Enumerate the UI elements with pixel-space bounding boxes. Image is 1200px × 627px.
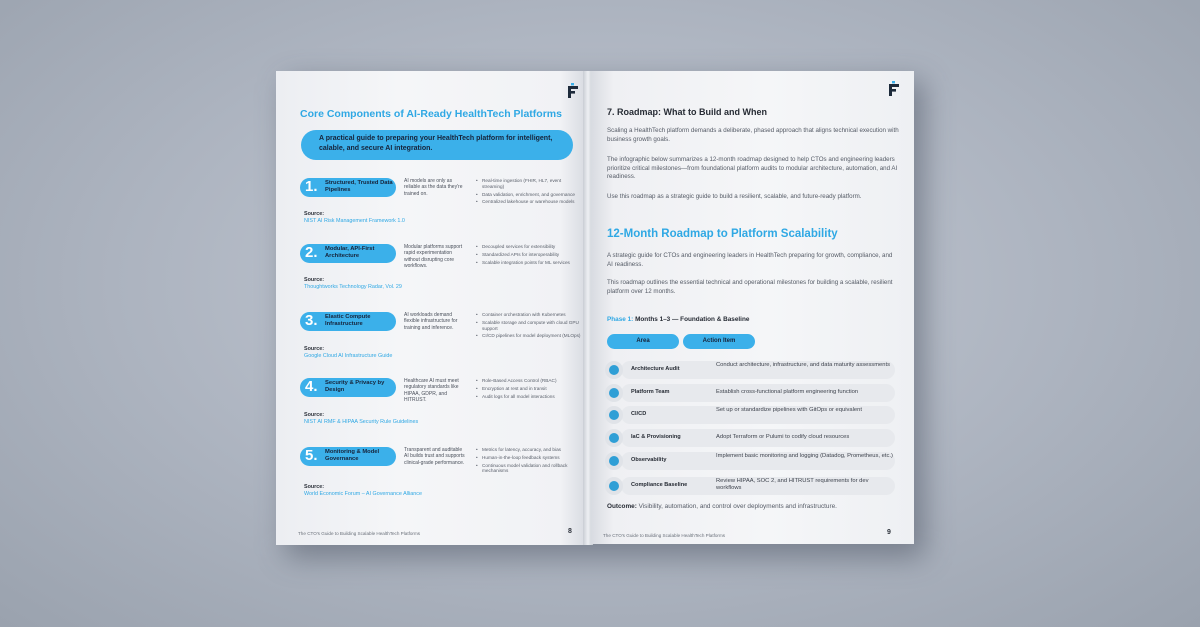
component-title: Modular, API-First Architecture: [325, 246, 375, 259]
table-row: [605, 476, 895, 496]
row-action: Establish cross-functional platform engineering function: [716, 389, 859, 395]
right-page: [591, 71, 914, 544]
component-4: [300, 378, 582, 440]
source-heading: Source:: [304, 211, 325, 217]
component-pill: [300, 378, 396, 397]
cloud-icon: [605, 429, 623, 447]
table-row: [605, 383, 895, 403]
row-area: Compliance Baseline: [631, 482, 688, 488]
list-item: • CI/CD pipelines for model deployment (MLOps): [476, 333, 582, 339]
page-footer: The CTO's Guide to Building Scalable HealthTech Platforms: [603, 533, 726, 538]
row-action: Set up or standardize pipelines with GitOps or equivalent: [716, 407, 862, 413]
list-item: • Continuous model validation and rollback mechanisms: [476, 463, 582, 475]
component-number: 2.: [305, 244, 318, 261]
component-title: Structured, Trusted Data Pipelines: [325, 180, 393, 193]
outcome-line: [607, 503, 837, 510]
component-description: Modular platforms support rapid experimentation without disrupting core workflows.: [404, 244, 463, 270]
source-heading: Source:: [304, 277, 325, 283]
roadmap-paragraph: A strategic guide for CTOs and engineering leaders in HealthTech preparing for growth, compliance, and AI readiness.: [607, 252, 893, 268]
component-pill: [300, 447, 396, 466]
list-item: • Scalable integration points for ML services: [476, 260, 582, 266]
row-action: Implement basic monitoring and logging (Datadog, Prometheus, etc.): [716, 453, 893, 459]
list-item: • Standardized APIs for interoperability: [476, 252, 582, 258]
component-bullets: [476, 447, 582, 476]
component-title: Monitoring & Model Governance: [325, 449, 380, 462]
table-row: [605, 405, 895, 425]
component-pill: [300, 178, 396, 197]
phase-heading: [607, 316, 749, 323]
row-area: CI/CD: [631, 411, 647, 417]
intro-paragraph: Use this roadmap as a strategic guide to build a resilient, scalable, and future-ready platform.: [607, 193, 862, 200]
component-description: AI workloads demand flexible infrastructure for training and inference.: [404, 312, 458, 331]
row-area: IaC & Provisioning: [631, 434, 681, 440]
table-row: [605, 360, 895, 380]
page-number: 8: [568, 528, 572, 535]
source-link[interactable]: World Economic Forum – AI Governance Alliance: [304, 491, 422, 497]
row-action: Review HIPAA, SOC 2, and HITRUST requirements for dev workflows: [716, 478, 869, 492]
component-3: [300, 312, 582, 374]
roadmap-paragraph: This roadmap outlines the essential technical and operational milestones for building a scalable, resilient platform over 12 months.: [607, 279, 893, 295]
component-pill: [300, 312, 396, 331]
list-item: • Audit logs for all model interactions: [476, 394, 582, 400]
outcome-label: Outcome:: [607, 503, 637, 510]
component-number: 1.: [305, 178, 318, 195]
table-header-area: Area: [607, 334, 679, 349]
component-title: Elastic Compute Infrastructure: [325, 314, 371, 327]
component-2: [300, 244, 582, 306]
component-bullets: [476, 312, 582, 341]
list-item: • Data validation, enrichment, and governance: [476, 192, 582, 198]
list-item: • Metrics for latency, accuracy, and bias: [476, 447, 582, 453]
list-item: • Scalable storage and compute with cloud GPU support: [476, 320, 582, 332]
row-action: Adopt Terraform or Pulumi to codify cloud resources: [716, 434, 850, 440]
team-icon: [605, 384, 623, 402]
component-number: 5.: [305, 447, 318, 464]
table-header-action: Action Item: [683, 334, 755, 349]
outcome-text: Visibility, automation, and control over deployments and infrastructure.: [638, 503, 837, 510]
intro-paragraph: The infographic below summarizes a 12-month roadmap designed to help CTOs and engineering leaders prioritize critical milestones—from foundational platform audits to modular architecture, automation, and AI readiness.: [607, 156, 898, 181]
monitor-icon: [605, 452, 623, 470]
component-bullets: [476, 178, 582, 207]
table-row: [605, 451, 895, 471]
row-area: Platform Team: [631, 389, 670, 395]
row-area: Architecture Audit: [631, 366, 680, 372]
component-title: Security & Privacy by Design: [325, 380, 385, 393]
component-bullets: [476, 378, 582, 401]
intro-paragraph: Scaling a HealthTech platform demands a deliberate, phased approach that aligns technical execution with business growth goals.: [607, 127, 899, 143]
roadmap-title: 12-Month Roadmap to Platform Scalability: [607, 228, 838, 240]
page-number: 9: [887, 529, 891, 536]
list-item: • Role-Based Access Control (RBAC): [476, 378, 582, 384]
list-item: • Real-time ingestion (FHIR, HL7, event streaming): [476, 178, 582, 190]
source-link[interactable]: Google Cloud AI Infrastructure Guide: [304, 353, 393, 359]
audit-icon: [605, 361, 623, 379]
source-heading: Source:: [304, 484, 325, 490]
phase-title: Months 1–3 — Foundation & Baseline: [635, 316, 750, 323]
source-link[interactable]: NIST AI Risk Management Framework 1.0: [304, 218, 405, 224]
phase-label: Phase 1:: [607, 316, 634, 323]
component-5: [300, 447, 582, 509]
component-description: Transparent and auditable AI builds trust and supports clinical-grade performance.: [404, 447, 465, 466]
shield-icon: [605, 477, 623, 495]
component-1: [300, 178, 582, 240]
row-action: Conduct architecture, infrastructure, and data maturity assessments: [716, 362, 890, 368]
source-heading: Source:: [304, 346, 325, 352]
component-bullets: [476, 244, 582, 267]
list-item: • Human-in-the-loop feedback systems: [476, 455, 582, 461]
brand-logo-icon: [887, 81, 901, 97]
source-link[interactable]: Thoughtworks Technology Radar, Vol. 29: [304, 284, 402, 290]
brand-logo-icon: [566, 83, 580, 99]
source-heading: Source:: [304, 412, 325, 418]
list-item: • Centralized lakehouse or warehouse models: [476, 199, 582, 205]
table-row: [605, 428, 895, 448]
section-heading: 7. Roadmap: What to Build and When: [607, 107, 767, 117]
page-footer: The CTO's Guide to Building Scalable HealthTech Platforms: [298, 531, 421, 536]
component-description: AI models are only as reliable as the data they're trained on.: [404, 178, 463, 197]
component-number: 4.: [305, 378, 318, 395]
pipeline-icon: [605, 406, 623, 424]
row-area: Observability: [631, 457, 667, 463]
intro-banner: A practical guide to preparing your HealthTech platform for intelligent, calable, and secure AI integration.: [301, 130, 573, 160]
component-description: Healthcare AI must meet regulatory standards like HIPAA, GDPR, and HITRUST.: [404, 378, 459, 404]
source-link[interactable]: NIST AI RMF & HIPAA Security Rule Guidelines: [304, 419, 419, 425]
list-item: • Container orchestration with Kubernetes: [476, 312, 582, 318]
list-item: • Decoupled services for extensibility: [476, 244, 582, 250]
list-item: • Encryption at rest and in transit: [476, 386, 582, 392]
page-title: Core Components of AI-Ready HealthTech Platforms: [300, 108, 562, 120]
left-page: [276, 71, 585, 545]
component-number: 3.: [305, 312, 318, 329]
component-pill: [300, 244, 396, 263]
